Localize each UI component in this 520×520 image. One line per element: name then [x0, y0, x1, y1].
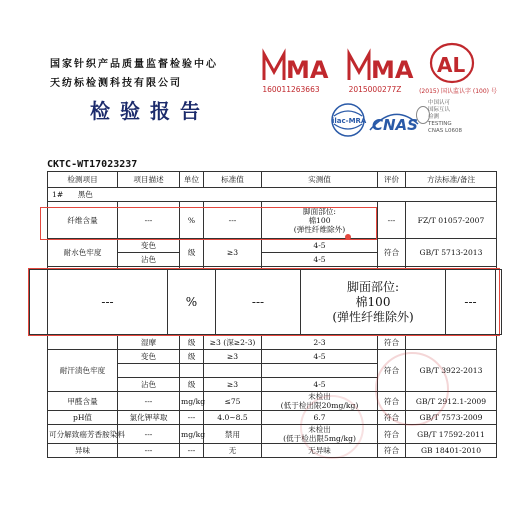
cal-logo-text: AL: [437, 53, 466, 77]
cell-eval: 符合: [378, 425, 406, 444]
cell-std: 禁用: [204, 425, 262, 444]
cell-std: 4.0~8.5: [204, 411, 262, 425]
cell-std: ≤75: [204, 392, 262, 411]
header-cell: 评价: [378, 172, 406, 188]
cell-eval: 符合: [378, 336, 406, 350]
cell-measured: 4-5: [262, 350, 378, 364]
cell-unit: 级: [180, 239, 204, 267]
measured-line-1: 脚面部位:: [303, 206, 336, 216]
cell-method: GB/T 3922-2013: [406, 350, 497, 392]
cell-eval: 符合: [378, 350, 406, 392]
cell-desc: 湿摩: [118, 336, 180, 350]
cell-unit: ---: [180, 444, 204, 458]
highlight-box: [40, 207, 377, 240]
cma-logo-text-1: MA: [286, 56, 329, 84]
table-row-rub: [48, 336, 497, 350]
zoom-cell-edge: [496, 270, 502, 335]
cell-method: GB 18401-2010: [406, 444, 497, 458]
measured-line-3: (弹性纤维除外): [293, 224, 346, 234]
header-cell: 检测项目: [48, 172, 118, 188]
cell-unit: [180, 364, 204, 378]
cell-unit: ---: [180, 411, 204, 425]
cell-std: ≥3: [204, 350, 262, 364]
cell-desc: [118, 364, 180, 378]
cma2-number: 2015000277Z: [348, 85, 402, 94]
measured-line-1: 未检出: [308, 425, 331, 434]
header-cell: 实测值: [262, 172, 378, 188]
measured-line-2: (低于检出限20mg/kg): [280, 401, 359, 410]
ilac-logo: [325, 102, 371, 138]
cell-method: GB/T 7573-2009: [406, 411, 497, 425]
stamp-mark-2: [300, 395, 364, 459]
cell-unit: 级: [180, 350, 204, 364]
table-row-water-1: [48, 239, 497, 253]
zoom-measured-line-3: (弹性纤维除外): [332, 309, 414, 324]
cell-unit: %: [180, 202, 204, 239]
cell-desc: 沾色: [118, 378, 180, 392]
cnas-logo: [368, 104, 420, 138]
cell-measured: 2-3: [262, 336, 378, 350]
cell-unit: 级: [180, 378, 204, 392]
measured-line-2: (低于检出限5mg/kg): [283, 434, 356, 443]
org-name-line2: 天纺标检测科技有限公司: [50, 78, 182, 89]
cell-desc: 氯化钾萃取: [118, 411, 180, 425]
cma1-number: 160011263663: [262, 85, 320, 94]
cell-item: 纤维含量: [48, 202, 118, 239]
zoom-table: [29, 269, 502, 335]
cell-unit: mg/kg: [180, 425, 204, 444]
cell-desc: 沾色: [118, 253, 180, 267]
cell-eval: 符合: [378, 411, 406, 425]
zoom-measured: [301, 270, 446, 335]
zoom-std: ---: [216, 270, 301, 335]
cal-logo: [428, 40, 476, 86]
cnas-badge-line-2: 国际互认: [428, 107, 451, 113]
cell-method: [406, 336, 497, 350]
cell-desc: ---: [118, 392, 180, 411]
cell-item: 异味: [48, 444, 118, 458]
header-cell: 项目描述: [118, 172, 180, 188]
zoom-cell-edge: [30, 270, 48, 335]
cma-logo-2: [345, 48, 414, 84]
cnas-label: CNAS: [372, 116, 418, 134]
cell-method: GB/T 5713-2013: [406, 239, 497, 267]
cnas-badge: [428, 100, 480, 135]
cell-item: 甲醛含量: [48, 392, 118, 411]
cell-measured: 4-5: [262, 239, 378, 253]
header-cell: 标准值: [204, 172, 262, 188]
cell-item: 耐水色牢度: [48, 239, 118, 267]
cell-std: ≥3: [204, 378, 262, 392]
cell-eval: 符合: [378, 444, 406, 458]
ilac-label: ilac-MRA: [332, 117, 367, 125]
cell-desc: ---: [118, 202, 180, 239]
cell-measured: 6.7: [262, 411, 378, 425]
pointer-dot: [345, 234, 351, 240]
cell-eval: 符合: [378, 239, 406, 267]
cell-measured: 4-5: [262, 253, 378, 267]
org-name-line1: 国家针织产品质量监督检验中心: [50, 59, 218, 70]
sample-label: [48, 188, 497, 202]
report-code: CKTC-WT17023237: [47, 159, 138, 170]
zoom-desc: ---: [48, 270, 168, 335]
zoom-eval: ---: [446, 270, 496, 335]
zoom-measured-line-1: 脚面部位:: [346, 279, 400, 294]
sample-color: 黑色: [77, 190, 93, 199]
zoom-unit: %: [168, 270, 216, 335]
cell-measured: [262, 364, 378, 378]
cnas-badge-line-1: 中国认可: [428, 100, 451, 106]
cell-std: ≥3 (深≥2-3): [204, 336, 262, 350]
measured-line-1: 未检出: [308, 392, 331, 401]
header-cell: 方法标准/备注: [406, 172, 497, 188]
cell-desc: 变色: [118, 239, 180, 253]
cnas-badge-line-3: 检测: [428, 114, 440, 120]
cell-std: [204, 364, 262, 378]
cell-std: ---: [204, 202, 262, 239]
table-row-odor: [48, 444, 497, 458]
cma-logo-1: [260, 48, 329, 84]
cell-eval: ---: [378, 202, 406, 239]
cell-desc: ---: [118, 444, 180, 458]
cell-method: GB/T 17592-2011: [406, 425, 497, 444]
cnas-badge-icon: [416, 106, 430, 124]
cell-method: GB/T 2912.1-2009: [406, 392, 497, 411]
stamp-mark-1: [375, 352, 449, 426]
cell-desc: 变色: [118, 350, 180, 364]
measured-line-2: 棉100: [308, 215, 331, 225]
cell-unit: mg/kg: [180, 392, 204, 411]
cell-method: FZ/T 01057-2007: [406, 202, 497, 239]
table-header-row: [48, 172, 497, 188]
sample-number: 1#: [52, 190, 64, 199]
cell-measured: 无异味: [262, 444, 378, 458]
cell-item: [48, 336, 118, 350]
header-cell: 单位: [180, 172, 204, 188]
page-title: 检验报告: [90, 99, 210, 123]
cell-unit: 级: [180, 336, 204, 350]
cell-item: pH值: [48, 411, 118, 425]
cell-desc: ---: [118, 425, 180, 444]
cell-item: 可分解致癌芳香胺染料: [48, 425, 118, 444]
cell-measured: 4-5: [262, 378, 378, 392]
zoom-measured-line-2: 棉100: [355, 294, 391, 309]
cal-caption: (2015) 国认监认字 (100) 号: [419, 88, 497, 95]
cell-std: ≥3: [204, 239, 262, 267]
cma-logo-text-2: MA: [371, 56, 414, 84]
cell-eval: 符合: [378, 392, 406, 411]
cnas-badge-line-4: TESTING: [428, 121, 452, 127]
cell-std: 无: [204, 444, 262, 458]
table-row-azo: [48, 425, 497, 444]
cnas-badge-line-5: CNAS L0608: [428, 128, 463, 134]
zoom-callout: [28, 268, 500, 336]
sample-row: [48, 188, 497, 202]
cell-item: 耐汗渍色牢度: [48, 350, 118, 392]
